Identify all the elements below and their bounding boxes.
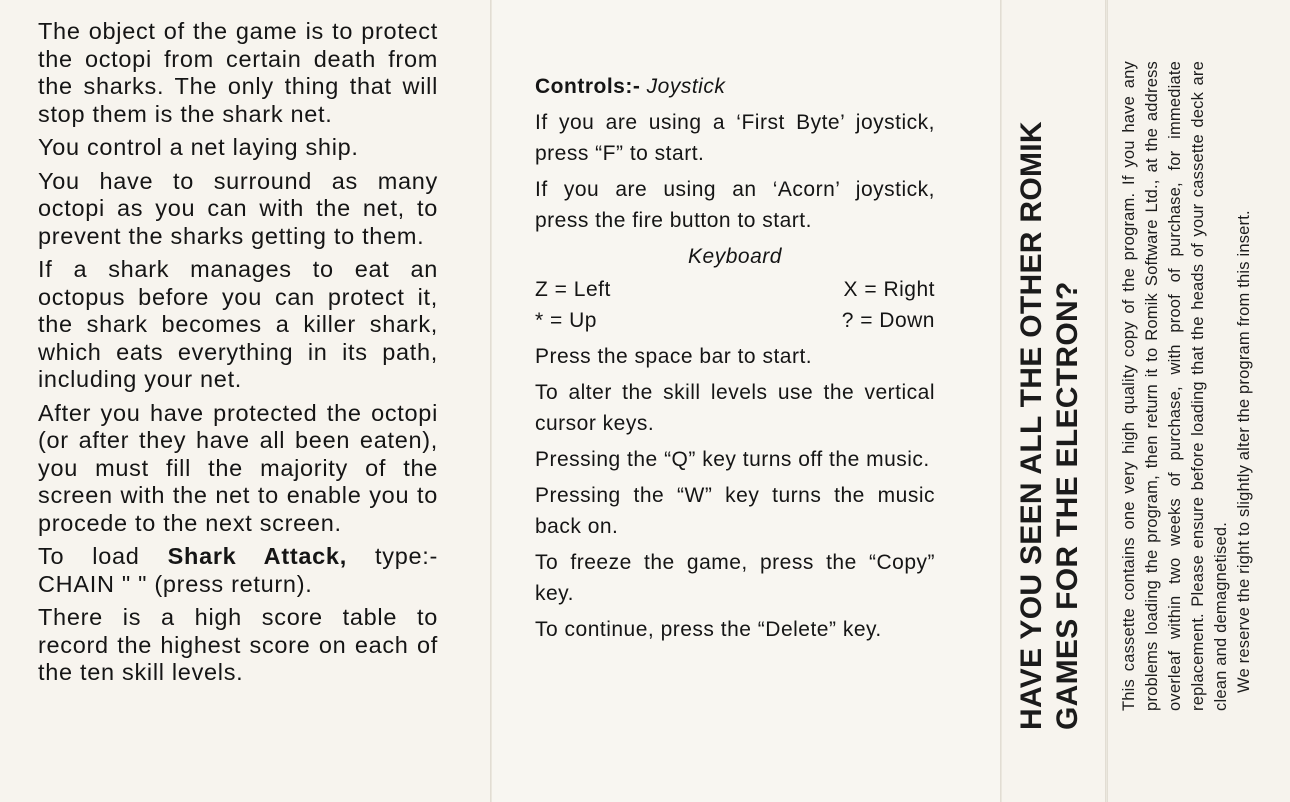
- paragraph-high-score: There is a high score table to record the highest score on each of the ten skill levels.: [38, 604, 438, 685]
- spine-headline: [1014, 50, 1086, 730]
- paragraph-next-screen: After you have protected the octopi (or after they have all been eaten), you must fill the majority of the screen with the net to enable you to procede to the next screen.: [38, 399, 438, 536]
- instruction-skill: To alter the skill levels use the vertical cursor keys.: [535, 381, 935, 435]
- key-down: ? = Down: [841, 309, 935, 332]
- headline-line-2: GAMES FOR THE ELECTRON?: [1051, 281, 1084, 730]
- instruction-music-off: Pressing the “Q” key turns off the music.: [535, 448, 930, 471]
- key-right: X = Right: [843, 278, 935, 301]
- panel-controls: [492, 0, 1000, 802]
- paragraph-ship: You control a net laying ship.: [38, 134, 359, 160]
- paragraph-surround: You have to surround as many octopi as you can with the net, to prevent the sharks getting to them.: [38, 167, 438, 249]
- controls-column: [535, 71, 935, 650]
- load-prefix: To load: [38, 543, 168, 569]
- guarantee-notice: [1118, 61, 1256, 711]
- notice-text: This cassette contains one very high quality copy of the program. If you have any problems loading the program, then return it to Romik Software Ltd., at the address overleaf within two weeks of purchase, with proof of purchase, for immediate replacement. Please ensure before loading that the heads of your cassette deck are clean and demagnetised.: [1120, 61, 1230, 711]
- headline-line-1: HAVE YOU SEEN ALL THE OTHER ROMIK: [1015, 121, 1048, 730]
- instruction-freeze: To freeze the game, press the “Copy” key.: [535, 551, 935, 605]
- key-row: [535, 274, 935, 305]
- description-column: [38, 18, 438, 693]
- joystick-first-byte: If you are using a ‘First Byte’ joystick, press “F” to start.: [535, 111, 935, 165]
- joystick-label: Joystick: [646, 75, 726, 98]
- paragraph-killer-shark: If a shark manages to eat an octopus before you can protect it, the shark becomes a killer shark, which eats everything in its path, including your net.: [38, 256, 438, 392]
- controls-heading: [535, 71, 935, 102]
- load-command: type:- CHAIN " " (press return).: [38, 543, 438, 597]
- instruction-music-on: Pressing the “W” key turns the music back on.: [535, 484, 935, 538]
- controls-label: Controls:-: [535, 75, 641, 98]
- instruction-continue: To continue, press the “Delete” key.: [535, 618, 882, 641]
- joystick-acorn: If you are using an ‘Acorn’ joystick, press the fire button to start.: [535, 178, 935, 232]
- key-up: * = Up: [535, 309, 597, 332]
- game-title: Shark Attack,: [167, 543, 347, 569]
- paragraph-objective: The object of the game is to protect the octopi from certain death from the sharks. The only thing that will stop them is the shark net.: [38, 18, 438, 127]
- reserve-text: We reserve the right to slightly alter the program from this insert.: [1235, 210, 1253, 693]
- key-left: Z = Left: [535, 278, 611, 301]
- panel-game-description: [0, 0, 490, 802]
- paragraph-load: [38, 543, 438, 598]
- keyboard-heading: Keyboard: [688, 245, 782, 268]
- key-row: [535, 305, 935, 336]
- instruction-start: Press the space bar to start.: [535, 345, 813, 368]
